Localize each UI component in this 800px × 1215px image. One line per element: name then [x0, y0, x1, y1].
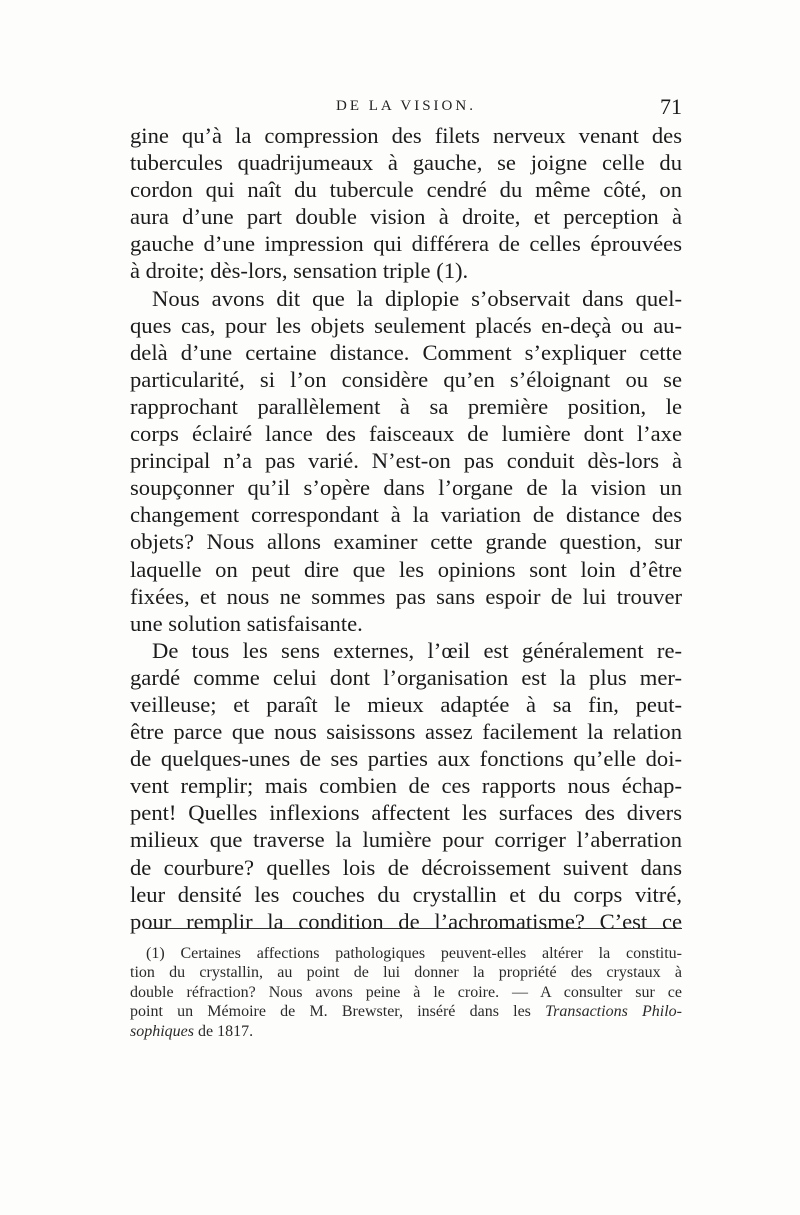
footnote-date: de 1817.: [194, 1022, 254, 1040]
text-line: objets? Nous allons examiner cette grande question, sur: [130, 529, 682, 555]
text-line: tubercules quadrijumeaux à gauche, se joigne celle du: [130, 150, 682, 176]
text-line: aura d’une part double vision à droite, et perception à: [130, 204, 682, 230]
text-line: gardé comme celui dont l’organisation est la plus mer-: [130, 664, 682, 690]
footnote-text: point un Mémoire de M. Brewster, inséré dans les: [130, 1003, 531, 1021]
text-line: être parce que nous saisissons assez facilement la relation: [130, 719, 682, 745]
text-line: delà d’une certaine distance. Comment s’expliquer cette: [130, 339, 682, 365]
text-line: de courbure? quelles lois de décroissement suivent dans: [130, 854, 682, 880]
paragraph-start: Nous avons dit que la diplopie s’observait dans quel-: [152, 285, 682, 311]
text-line: à droite; dès-lors, sensation triple (1).: [130, 258, 469, 284]
text-line: gauche d’une impression qui différera de celles éprouvées: [130, 231, 682, 257]
text-line: de quelques-unes de ses parties aux fonctions qu’elle doi-: [130, 746, 682, 772]
footnote: [130, 944, 682, 1041]
page-header: [130, 94, 682, 122]
footnote-line: (1) Certaines affections pathologiques peuvent-elles altérer la constitu-: [146, 945, 682, 962]
text-line: soupçonner qu’il s’opère dans l’organe de la vision un: [130, 475, 682, 501]
text-line: cordon qui naît du tubercule cendré du même côté, on: [130, 177, 682, 203]
journal-title: Transactions Philo-: [545, 1003, 682, 1021]
footnote-line: tion du crystallin, au point de lui donner la propriété des crystaux à: [130, 964, 682, 982]
text-line: vent remplir; mais combien de ces rapports nous échap-: [130, 773, 682, 799]
text-line: milieux que traverse la lumière pour corriger l’aberration: [130, 827, 682, 853]
footnote-line: [130, 1022, 682, 1041]
text-line: veilleuse; et paraît le mieux adaptée à sa fin, peut-: [130, 691, 682, 717]
text-line: une solution satisfaisante.: [130, 610, 363, 636]
running-title: DE LA VISION.: [336, 98, 476, 114]
text-line: principal n’a pas varié. N’est-on pas conduit dès-lors à: [130, 448, 682, 474]
footnote-line: double réfraction? Nous avons peine à le croire. — A consulter sur ce: [130, 983, 682, 1001]
text-line: fixées, et nous ne sommes pas sans espoir de lui trouver: [130, 583, 682, 609]
text-line: particularité, si l’on considère qu’en s’éloignant ou se: [130, 366, 682, 392]
text-line: changement correspondant à la variation de distance des: [130, 502, 682, 528]
page-number: 71: [660, 94, 682, 119]
footnote-separator: [148, 928, 682, 929]
text-line: rapprochant parallèlement à sa première position, le: [130, 393, 682, 419]
journal-title-end: sophiques: [130, 1022, 194, 1040]
text-line: pent! Quelles inflexions affectent les surfaces des divers: [130, 800, 682, 826]
main-text: [130, 122, 682, 935]
text-line: leur densité les couches du crystallin et du corps vitré,: [130, 881, 682, 907]
text-line: ques cas, pour les objets seulement placés en-deçà ou au-: [130, 312, 682, 338]
text-line: pour remplir la condition de l’achromatisme? C’est ce: [130, 908, 682, 934]
footnote-line: [130, 1002, 682, 1021]
paragraph-start: De tous les sens externes, l’œil est généralement re-: [152, 637, 682, 663]
text-line: corps éclairé lance des faisceaux de lumière dont l’axe: [130, 421, 682, 447]
text-line: gine qu’à la compression des filets nerveux venant des: [130, 123, 682, 148]
text-line: laquelle on peut dire que les opinions sont loin d’être: [130, 556, 682, 582]
